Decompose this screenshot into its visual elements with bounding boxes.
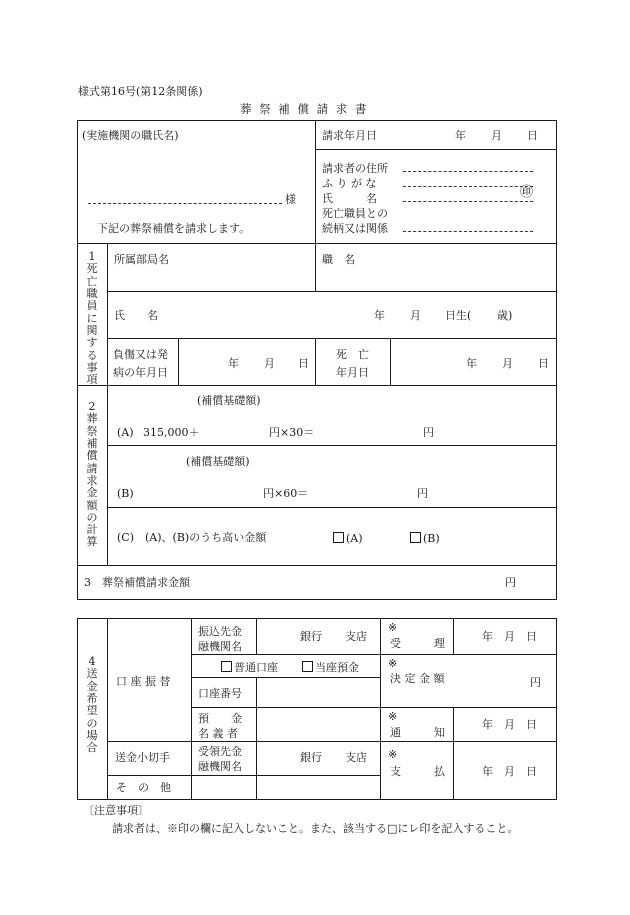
birth-day-age: 日生( — [445, 309, 472, 322]
birth-year: 年 — [374, 309, 385, 322]
bank-label-1: 振込先金 — [198, 625, 242, 638]
c-option-a[interactable] — [333, 532, 363, 544]
checkbox-ordinary[interactable] — [221, 661, 232, 672]
birth-month: 月 — [410, 309, 421, 322]
notice-label: 通 知 — [390, 726, 445, 739]
agency-label: (実施機関の職氏名) — [82, 129, 179, 142]
payment-label: 支 払 — [390, 765, 445, 778]
injury-day: 日 — [298, 357, 309, 370]
agency-dotted-line — [88, 203, 282, 204]
birth-age-close: 歳) — [497, 309, 513, 322]
form-number: 様式第16号(第12条関係) — [78, 85, 203, 98]
c-option-a-label: (A) — [346, 532, 363, 545]
b-yen: 円 — [417, 487, 428, 500]
claimant-name-line — [403, 201, 533, 202]
a-yen: 円 — [423, 426, 434, 439]
injury-month: 月 — [264, 357, 275, 370]
relation-label-1: 死亡職員との — [322, 207, 388, 220]
a-base-label: (補償基礎額) — [197, 394, 261, 407]
request-date-year: 年 — [455, 129, 466, 142]
received-date: 年 月 日 — [482, 630, 537, 643]
request-date-month: 月 — [491, 129, 502, 142]
a-multiplier: 円×30＝ — [269, 426, 315, 439]
branch2-text: 支店 — [345, 751, 367, 764]
account-transfer-label: 口 座 振 替 — [116, 675, 171, 688]
checkbox-current[interactable] — [302, 661, 313, 672]
furigana-line — [403, 186, 533, 187]
receiving-bank-label-1: 受領先金 — [198, 745, 242, 758]
current-deposit-option[interactable] — [302, 661, 359, 673]
seal-mark: ㊞ — [520, 185, 534, 200]
a-letter: (A) — [117, 426, 134, 439]
death-year: 年 — [466, 357, 477, 370]
request-date-day: 日 — [527, 129, 538, 142]
mark-4: ※ — [388, 748, 398, 761]
checkbox-b[interactable] — [410, 532, 421, 543]
mark-2: ※ — [388, 657, 398, 670]
decided-amount-yen: 円 — [530, 676, 541, 689]
furigana-label: ふ り が な — [322, 177, 377, 190]
bank2-text: 銀行 — [300, 751, 322, 764]
death-month: 月 — [502, 357, 513, 370]
notes-heading: 〔注意事項〕 — [83, 804, 149, 817]
received-label: 受 理 — [390, 637, 445, 650]
relation-line — [403, 231, 533, 232]
account-number-label: 口座番号 — [198, 687, 242, 700]
other-label: そ の 他 — [116, 781, 171, 794]
holder-label-1: 預 金 — [198, 712, 242, 725]
holder-label-2: 名 義 者 — [198, 727, 238, 740]
b-base-label: (補償基礎額) — [186, 455, 250, 468]
b-multiplier: 円×60＝ — [263, 487, 309, 500]
b-letter: (B) — [117, 487, 134, 500]
request-text: 下記の葬祭補償を請求します。 — [97, 222, 251, 235]
mark-1: ※ — [388, 621, 398, 634]
form-title: 葬 祭 補 償 請 求 書 — [240, 102, 369, 116]
c-option-b[interactable] — [410, 532, 440, 544]
death-day: 日 — [538, 357, 549, 370]
branch-text: 支店 — [345, 630, 367, 643]
ordinary-deposit-option[interactable] — [221, 661, 278, 673]
death-label-1: 死 亡 — [336, 348, 369, 361]
section3-yen: 円 — [505, 576, 516, 589]
ordinary-deposit-label: 普通口座 — [234, 661, 278, 674]
section2-side-label: 2葬祭補償請求金額の計算 — [86, 400, 98, 549]
request-date-label: 請求年月日 — [322, 129, 377, 142]
injury-label-1: 負傷又は発 — [113, 348, 168, 361]
claimant-name-label: 氏 名 — [322, 192, 377, 205]
honorific-sama: 様 — [285, 193, 296, 206]
payment-date: 年 月 日 — [482, 765, 537, 778]
decided-amount-label: 決 定 金 額 — [390, 672, 445, 685]
injury-year: 年 — [228, 357, 239, 370]
notes-text: 請求者は、※印の欄に記入しないこと。また、該当する□にレ印を記入すること。 — [112, 822, 519, 835]
checkbox-a[interactable] — [333, 532, 344, 543]
address-label: 請求者の住所 — [322, 162, 388, 175]
relation-label-2: 続柄又は関係 — [322, 222, 388, 235]
receiving-bank-label-2: 融機関名 — [198, 760, 242, 773]
injury-label-2: 病の年月日 — [113, 366, 168, 379]
c-option-b-label: (B) — [423, 532, 440, 545]
death-label-2: 年月日 — [336, 366, 369, 379]
c-text: (C) (A)、(B)のうち高い金額 — [117, 531, 267, 544]
notice-date: 年 月 日 — [482, 718, 537, 731]
mark-3: ※ — [388, 710, 398, 723]
section4-side-label: 4送金希望の場合 — [86, 655, 98, 755]
a-amount: 315,000＋ — [143, 426, 200, 439]
bank-label-2: 融機関名 — [198, 640, 242, 653]
current-deposit-label: 当座預金 — [315, 661, 359, 674]
bank-text: 銀行 — [300, 630, 322, 643]
check-label: 送金小切手 — [115, 751, 170, 764]
position-label: 職 名 — [322, 253, 355, 266]
address-line — [403, 171, 533, 172]
deceased-name-label: 氏 名 — [114, 309, 158, 322]
section3-label: 3 葬祭補償請求金額 — [84, 576, 190, 589]
department-label: 所属部局名 — [114, 253, 169, 266]
section1-side-label: 1死亡職員に関する事項 — [86, 250, 98, 387]
